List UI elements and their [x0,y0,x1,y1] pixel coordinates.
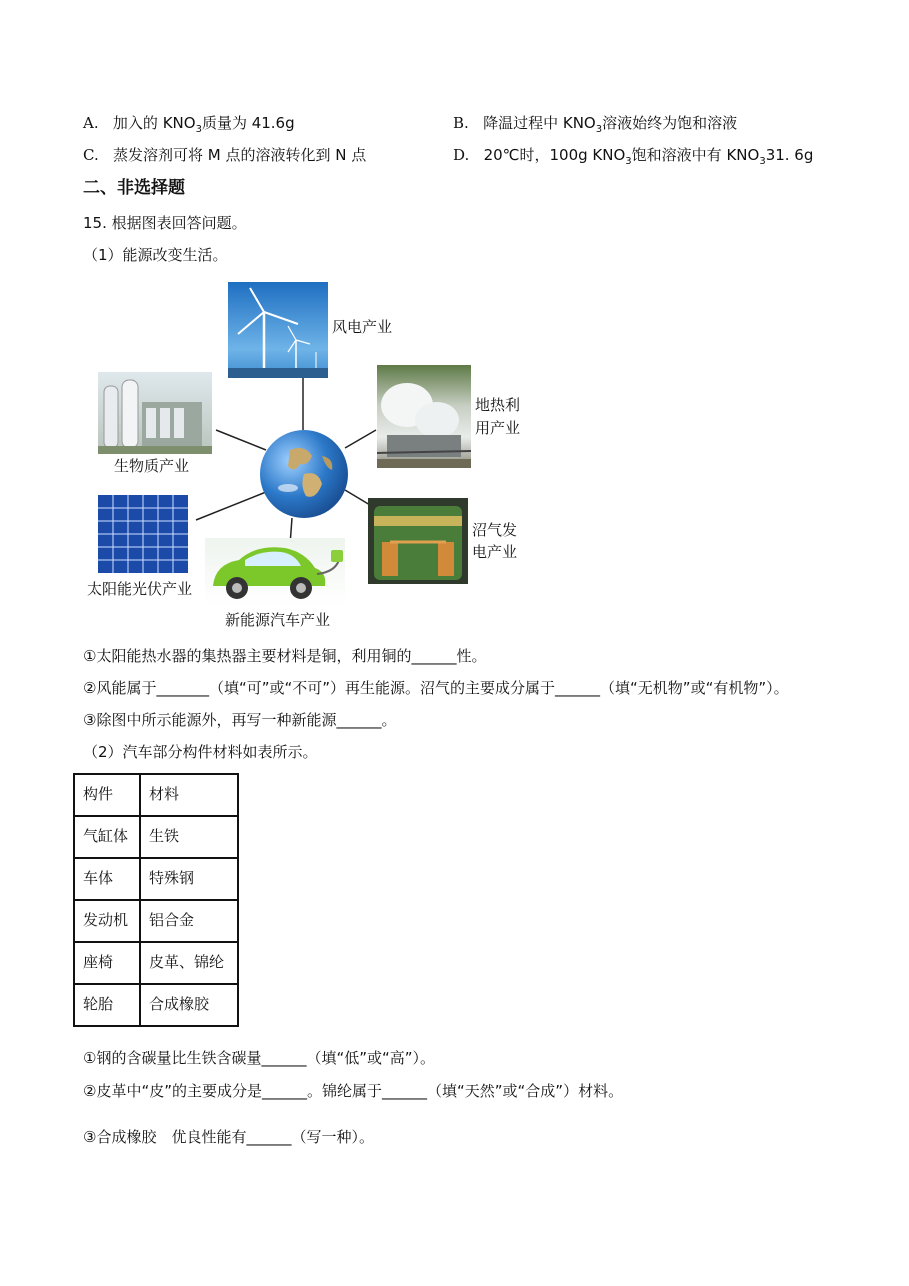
option-b: B. 降温过程中 $KNO_3$溶液始终为饱和溶液 [453,114,738,135]
electric-car-icon [205,538,345,606]
table-row [74,900,238,942]
table-cell: 座椅 [74,942,140,984]
table-cell: 特殊钢 [140,858,238,900]
option-c: C. 蒸发溶剂可将 M 点的溶液转化到 N 点 [83,146,367,164]
option-d: D. 20℃时，100g $KNO_3$饱和溶液中有 $KNO_331$. 6g [453,146,814,167]
solar-panel-image [98,495,188,573]
table-row [74,984,238,1026]
part-1-title: （1）能源改变生活。 [83,246,228,264]
question-2-2: ②皮革中“皮”的主要成分是______。锦纶属于______（填“天然”或“合成”）材料。 [83,1082,624,1100]
table-cell: 轮胎 [74,984,140,1026]
question-1-3: ③除图中所示能源外，再写一种新能源______。 [83,711,397,729]
table-header-cell: 构件 [74,774,140,816]
table-row [74,816,238,858]
table-cell: 发动机 [74,900,140,942]
option-a: A. 加入的 $KNO_3$质量为 41.6g [83,114,295,135]
question-2-1: ①钢的含碳量比生铁含碳量______（填“低”或“高”）。 [83,1049,436,1067]
table-cell: 皮革、锦纶 [140,942,238,984]
table-row [74,942,238,984]
biogas-tank-icon [368,498,468,584]
table-cell: 铝合金 [140,900,238,942]
materials-table [73,773,239,1027]
part-2-title: （2）汽车部分构件材料如表所示。 [83,743,318,761]
biogas-label-line2: 电产业 [472,543,518,561]
geothermal-plant-icon [377,365,471,468]
wind-turbine-icon [228,282,328,378]
table-cell: 合成橡胶 [140,984,238,1026]
question-2-3: ③合成橡胶 优良性能有______（写一种）。 [83,1128,374,1146]
table-cell: 车体 [74,858,140,900]
question-1-1: ①太阳能热水器的集热器主要材料是铜，利用铜的______性。 [83,647,487,665]
table-cell: 生铁 [140,816,238,858]
biomass-tanks-icon [98,372,212,454]
ev-car-image [205,538,345,606]
table-header-cell: 材料 [140,774,238,816]
biogas-label-line1: 沼气发 [472,521,518,539]
solar-panel-icon [98,495,188,573]
solar-label: 太阳能光伏产业 [87,580,193,598]
biogas-image [368,498,468,584]
wind-label: 风电产业 [332,318,393,336]
earth-globe-image [260,430,348,518]
question-stem: 15. 根据图表回答问题。 [83,214,247,232]
globe-icon [260,430,348,518]
biomass-label: 生物质产业 [114,457,190,475]
geothermal-image [377,365,471,468]
section-title: 二、非选择题 [83,178,185,198]
geothermal-label-line1: 地热利 [475,396,521,414]
ev-label: 新能源汽车产业 [225,611,331,629]
geothermal-label-line2: 用产业 [475,419,521,437]
table-header-row [74,774,238,816]
wind-turbine-image [228,282,328,378]
table-row [74,858,238,900]
biomass-image [98,372,212,454]
table-cell: 气缸体 [74,816,140,858]
question-1-2: ②风能属于_______（填“可”或“不可”）再生能源。沼气的主要成分属于______（填“无机物”或“有机物”）。 [83,679,789,697]
